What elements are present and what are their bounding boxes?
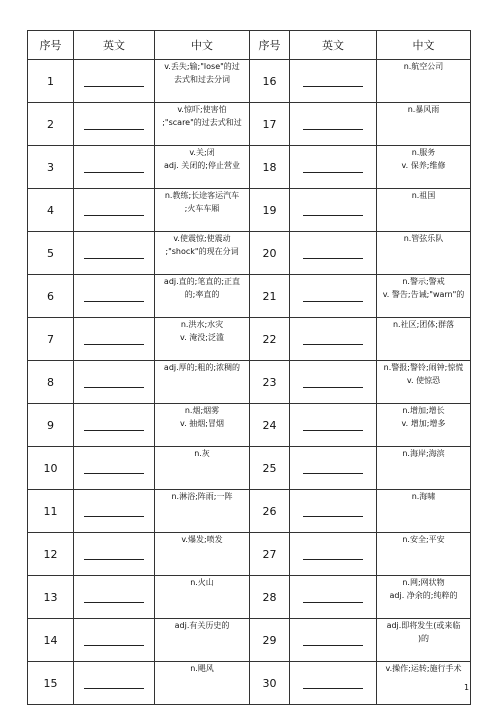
chinese-definition-line: v.丢失;输;"lose"的过 bbox=[164, 62, 240, 71]
right-chinese-cell bbox=[377, 361, 471, 404]
left-answer-blank[interactable] bbox=[84, 516, 144, 517]
right-item-number: 23 bbox=[250, 361, 290, 404]
left-chinese-cell bbox=[155, 490, 250, 533]
left-answer-blank[interactable] bbox=[84, 602, 144, 603]
left-chinese-cell bbox=[155, 447, 250, 490]
chinese-definition-line: n.飓风 bbox=[190, 664, 214, 673]
left-answer-blank[interactable] bbox=[84, 86, 144, 87]
left-english-cell bbox=[74, 275, 155, 318]
left-english-cell bbox=[74, 404, 155, 447]
right-answer-blank[interactable] bbox=[303, 602, 363, 603]
chinese-definition-line: adj.有关历史的 bbox=[174, 621, 230, 630]
right-answer-blank[interactable] bbox=[303, 301, 363, 302]
left-answer-blank[interactable] bbox=[84, 258, 144, 259]
right-english-cell bbox=[290, 60, 377, 103]
table-row bbox=[28, 576, 471, 619]
right-english-cell bbox=[290, 576, 377, 619]
right-answer-blank[interactable] bbox=[303, 344, 363, 345]
right-chinese-cell bbox=[377, 275, 471, 318]
left-chinese-cell bbox=[155, 576, 250, 619]
chinese-definition-line: adj.直的;笔直的;正直 bbox=[163, 277, 241, 286]
table-row bbox=[28, 318, 471, 361]
left-answer-blank[interactable] bbox=[84, 559, 144, 560]
left-english-cell bbox=[74, 490, 155, 533]
right-item-number: 18 bbox=[250, 146, 290, 189]
chinese-definition-line: adj.即将发生(或来临 bbox=[386, 621, 461, 630]
left-chinese-cell bbox=[155, 619, 250, 662]
chinese-definition-line: n.灰 bbox=[194, 449, 210, 458]
chinese-definition-line: ;"scare"的过去式和过 bbox=[162, 118, 242, 127]
right-answer-blank[interactable] bbox=[303, 430, 363, 431]
header-index-left: 序号 bbox=[28, 31, 74, 60]
chinese-definition-line: n.警示;警戒 bbox=[402, 277, 445, 286]
right-english-cell bbox=[290, 619, 377, 662]
right-item-number: 20 bbox=[250, 232, 290, 275]
left-answer-blank[interactable] bbox=[84, 387, 144, 388]
left-item-number: 4 bbox=[28, 189, 74, 232]
left-english-cell bbox=[74, 576, 155, 619]
right-chinese-cell bbox=[377, 490, 471, 533]
left-answer-blank[interactable] bbox=[84, 473, 144, 474]
table-row bbox=[28, 275, 471, 318]
right-english-cell bbox=[290, 103, 377, 146]
right-answer-blank[interactable] bbox=[303, 473, 363, 474]
right-answer-blank[interactable] bbox=[303, 645, 363, 646]
right-item-number: 17 bbox=[250, 103, 290, 146]
right-item-number: 25 bbox=[250, 447, 290, 490]
chinese-definition-line: v.操作;运转;施行手术 bbox=[385, 664, 462, 673]
left-item-number: 5 bbox=[28, 232, 74, 275]
left-answer-blank[interactable] bbox=[84, 645, 144, 646]
left-chinese-cell bbox=[155, 232, 250, 275]
right-english-cell bbox=[290, 146, 377, 189]
right-english-cell bbox=[290, 232, 377, 275]
right-item-number: 30 bbox=[250, 662, 290, 705]
left-answer-blank[interactable] bbox=[84, 215, 144, 216]
right-answer-blank[interactable] bbox=[303, 215, 363, 216]
chinese-definition-line: n.海啸 bbox=[411, 492, 436, 501]
left-item-number: 3 bbox=[28, 146, 74, 189]
left-item-number: 6 bbox=[28, 275, 74, 318]
right-item-number: 28 bbox=[250, 576, 290, 619]
left-chinese-cell bbox=[155, 662, 250, 705]
table-row bbox=[28, 189, 471, 232]
chinese-definition-line: v.关;闭 bbox=[189, 148, 215, 157]
right-item-number: 19 bbox=[250, 189, 290, 232]
left-answer-blank[interactable] bbox=[84, 688, 144, 689]
right-answer-blank[interactable] bbox=[303, 387, 363, 388]
chinese-definition-line: n.管弦乐队 bbox=[403, 234, 444, 243]
chinese-definition-line: )的 bbox=[417, 634, 430, 643]
left-chinese-cell bbox=[155, 60, 250, 103]
left-english-cell bbox=[74, 189, 155, 232]
left-chinese-cell bbox=[155, 361, 250, 404]
right-answer-blank[interactable] bbox=[303, 516, 363, 517]
left-english-cell bbox=[74, 103, 155, 146]
chinese-definition-line: n.淋浴;阵雨;一阵 bbox=[171, 492, 233, 501]
chinese-definition-line: v. 警告;告诫;"warn"的 bbox=[382, 290, 465, 299]
chinese-definition-line: n.安全;平安 bbox=[402, 535, 445, 544]
right-chinese-cell bbox=[377, 576, 471, 619]
right-english-cell bbox=[290, 447, 377, 490]
left-chinese-cell bbox=[155, 533, 250, 576]
left-answer-blank[interactable] bbox=[84, 430, 144, 431]
left-item-number: 14 bbox=[28, 619, 74, 662]
left-english-cell bbox=[74, 361, 155, 404]
header-english-right: 英文 bbox=[290, 31, 377, 60]
left-english-cell bbox=[74, 232, 155, 275]
left-chinese-cell bbox=[155, 318, 250, 361]
right-chinese-cell bbox=[377, 189, 471, 232]
left-item-number: 2 bbox=[28, 103, 74, 146]
chinese-definition-line: v. 抽烟;冒烟 bbox=[180, 419, 224, 428]
left-answer-blank[interactable] bbox=[84, 129, 144, 130]
header-index-right: 序号 bbox=[250, 31, 290, 60]
right-item-number: 21 bbox=[250, 275, 290, 318]
chinese-definition-line: n.增加;增长 bbox=[402, 406, 445, 415]
chinese-definition-line: v.使震惊;使震动 bbox=[173, 234, 231, 243]
left-item-number: 11 bbox=[28, 490, 74, 533]
chinese-definition-line: v. 增加;增多 bbox=[401, 419, 446, 428]
right-item-number: 22 bbox=[250, 318, 290, 361]
left-answer-blank[interactable] bbox=[84, 172, 144, 173]
table-row bbox=[28, 447, 471, 490]
chinese-definition-line: 去式和过去分词 bbox=[174, 75, 230, 84]
right-chinese-cell bbox=[377, 103, 471, 146]
left-item-number: 1 bbox=[28, 60, 74, 103]
right-item-number: 27 bbox=[250, 533, 290, 576]
right-item-number: 26 bbox=[250, 490, 290, 533]
left-answer-blank[interactable] bbox=[84, 301, 144, 302]
left-chinese-cell bbox=[155, 146, 250, 189]
chinese-definition-line: n.教练;长途客运汽车 bbox=[164, 191, 240, 200]
left-english-cell bbox=[74, 318, 155, 361]
right-chinese-cell bbox=[377, 447, 471, 490]
chinese-definition-line: n.警报;警铃;闹钟;惊慌 bbox=[383, 363, 464, 372]
left-item-number: 7 bbox=[28, 318, 74, 361]
left-english-cell bbox=[74, 533, 155, 576]
chinese-definition-line: n.服务 bbox=[411, 148, 436, 157]
right-answer-blank[interactable] bbox=[303, 86, 363, 87]
chinese-definition-line: 的;率直的 bbox=[184, 290, 220, 299]
vocabulary-table bbox=[27, 30, 471, 705]
chinese-definition-line: v. 淹没;泛滥 bbox=[180, 333, 224, 342]
left-item-number: 9 bbox=[28, 404, 74, 447]
chinese-definition-line: ;火车车厢 bbox=[184, 204, 220, 213]
table-row bbox=[28, 662, 471, 705]
left-item-number: 12 bbox=[28, 533, 74, 576]
right-english-cell bbox=[290, 275, 377, 318]
right-answer-blank[interactable] bbox=[303, 559, 363, 560]
table-row bbox=[28, 361, 471, 404]
chinese-definition-line: adj.厚的;粗的;浓稠的 bbox=[163, 363, 241, 372]
chinese-definition-line: n.海岸;海滨 bbox=[402, 449, 445, 458]
chinese-definition-line: adj. 关闭的;停止营业 bbox=[164, 161, 240, 170]
chinese-definition-line: n.暴风雨 bbox=[407, 105, 440, 114]
right-item-number: 16 bbox=[250, 60, 290, 103]
table-row bbox=[28, 533, 471, 576]
right-english-cell bbox=[290, 490, 377, 533]
right-chinese-cell bbox=[377, 146, 471, 189]
right-english-cell bbox=[290, 533, 377, 576]
right-english-cell bbox=[290, 361, 377, 404]
table-row bbox=[28, 60, 471, 103]
left-answer-blank[interactable] bbox=[84, 344, 144, 345]
header-chinese-left: 中文 bbox=[155, 31, 250, 60]
left-chinese-cell bbox=[155, 189, 250, 232]
chinese-definition-line: v.惊吓;使害怕 bbox=[177, 105, 227, 114]
table-row bbox=[28, 103, 471, 146]
right-chinese-cell bbox=[377, 232, 471, 275]
table-row bbox=[28, 232, 471, 275]
header-english-left: 英文 bbox=[74, 31, 155, 60]
chinese-definition-line: n.火山 bbox=[190, 578, 214, 587]
right-item-number: 29 bbox=[250, 619, 290, 662]
right-chinese-cell bbox=[377, 318, 471, 361]
chinese-definition-line: v. 保养;维修 bbox=[401, 161, 446, 170]
right-answer-blank[interactable] bbox=[303, 172, 363, 173]
left-item-number: 15 bbox=[28, 662, 74, 705]
chinese-definition-line: n.洪水;水灾 bbox=[180, 320, 224, 329]
left-english-cell bbox=[74, 619, 155, 662]
chinese-definition-line: adj. 净余的;纯粹的 bbox=[389, 591, 458, 600]
right-chinese-cell bbox=[377, 404, 471, 447]
right-answer-blank[interactable] bbox=[303, 688, 363, 689]
chinese-definition-line: n.烟;烟雾 bbox=[184, 406, 220, 415]
right-answer-blank[interactable] bbox=[303, 129, 363, 130]
chinese-definition-line: v. 使惊恐 bbox=[406, 376, 441, 385]
right-chinese-cell bbox=[377, 60, 471, 103]
left-chinese-cell bbox=[155, 275, 250, 318]
chinese-definition-line: v.爆发;喷发 bbox=[181, 535, 223, 544]
chinese-definition-line: n.网;网状物 bbox=[402, 578, 445, 587]
right-english-cell bbox=[290, 662, 377, 705]
left-english-cell bbox=[74, 60, 155, 103]
table-row bbox=[28, 490, 471, 533]
left-english-cell bbox=[74, 146, 155, 189]
chinese-definition-line: n.航空公司 bbox=[403, 62, 444, 71]
table-row bbox=[28, 146, 471, 189]
right-english-cell bbox=[290, 189, 377, 232]
left-item-number: 10 bbox=[28, 447, 74, 490]
chinese-definition-line: n.社区;团体;群落 bbox=[392, 320, 454, 329]
chinese-definition-line: n.祖国 bbox=[411, 191, 436, 200]
right-chinese-cell bbox=[377, 533, 471, 576]
left-english-cell bbox=[74, 447, 155, 490]
left-chinese-cell bbox=[155, 404, 250, 447]
chinese-definition-line: ;"shock"的现在分词 bbox=[165, 247, 239, 256]
right-english-cell bbox=[290, 318, 377, 361]
right-chinese-cell bbox=[377, 619, 471, 662]
left-item-number: 8 bbox=[28, 361, 74, 404]
page-number: 1 bbox=[464, 683, 470, 692]
header-chinese-right: 中文 bbox=[377, 31, 471, 60]
left-item-number: 13 bbox=[28, 576, 74, 619]
left-chinese-cell bbox=[155, 103, 250, 146]
header-row bbox=[28, 31, 471, 60]
table-row bbox=[28, 404, 471, 447]
left-english-cell bbox=[74, 662, 155, 705]
right-english-cell bbox=[290, 404, 377, 447]
right-item-number: 24 bbox=[250, 404, 290, 447]
right-chinese-cell bbox=[377, 662, 471, 705]
table-row bbox=[28, 619, 471, 662]
right-answer-blank[interactable] bbox=[303, 258, 363, 259]
